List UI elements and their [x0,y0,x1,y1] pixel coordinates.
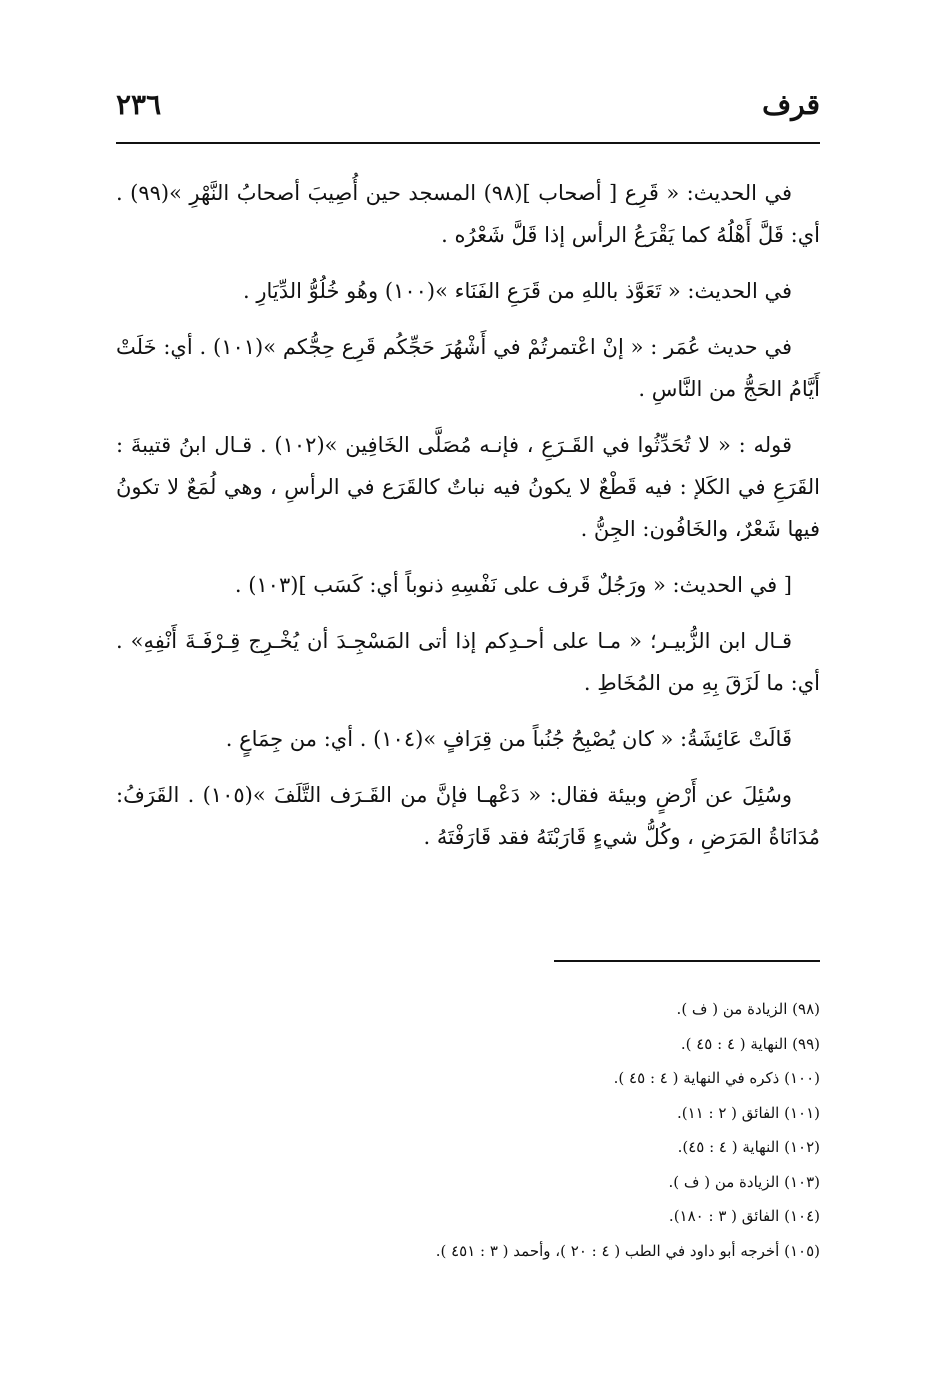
footnote: (١٠٥) أخرجه أبو داود في الطب ( ٤ : ٢٠ )، وأحمد ( ٣ : ٤٥١ ). [435,1241,820,1260]
footnote: (٩٨) الزيادة من ( ف ). [676,1000,820,1018]
paragraph: وسُئِلَ عن أَرْضٍ وبيئة فقال: « دَعْهـا فإنَّ من القَـرَف التَّلَفَ »(١٠٥) . القَرَفُ: مُدَانَاةُ المَرَضِ ، وكُلُّ شيءٍ قَارَبْتَهُ فقد قَارَفْتَهُ . [116,783,820,849]
book-page [116,0,820,1373]
footnote: (٩٩) النهاية ( ٤ : ٤٥ ). [680,1034,820,1053]
footnote: (١٠٣) الزيادة من ( ف ). [668,1172,820,1191]
main-text [116,172,820,872]
paragraph: قـال ابن الزُّبيـر؛ « مـا على أحـدِكم إذا أتى المَسْجِـدَ أن يُخْـرِج قِـرْفَـةَ أَنْفِهِ» . أي: ما لَزَقَ بِهِ من المُخَاطِ . [116,629,820,695]
page-number: ٢٣٦ [116,88,162,121]
paragraph: في حديث عُمَر : « إنْ اعْتمرتُمْ في أَشْهُرَ حَجِّكُم قَرِع حِجُّكم »(١٠١) . أي: خَلَتْ أَيَّامُ الحَجُّ من النَّاسِ . [116,335,820,401]
footnote: (١٠٤) الفائق ( ٣ : ١٨٠). [668,1207,820,1225]
page-header [116,88,820,128]
paragraph: قوله : « لا تُحَدِّثُوا في القَـرَعِ ، فإنـه مُصَلَّى الخَافِين »(١٠٢) . قـال ابنُ قتيبةَ : القَرَعِ في الكَلإ : فيه قَطْعٌ لا يكونُ فيه نباتٌ كالقَرَع في الرأسِ ، وهي لُمَعٌ لا تكونُ فيها شَعْرٌ، والخَافُون: الجِنُّ . [116,433,820,541]
footnote: (١٠٢) النهاية ( ٤ : ٤٥). [677,1138,820,1156]
footnote: (١٠١) الفائق ( ٢ : ١١). [676,1103,820,1122]
paragraph: قَالَتْ عَائِشَةُ: « كان يُصْبِحُ جُنُباً من قِرَافٍ »(١٠٤) . أي: من جِمَاعٍ . [225,727,792,751]
footnote: (١٠٠) ذكره في النهاية ( ٤ : ٤٥ ). [613,1069,820,1087]
footnote-divider [554,960,820,962]
header-divider [116,142,820,144]
paragraph: في الحديث: « تَعَوَّذ باللهِ من قَرَعِ الفَنَاء »(١٠٠) وهُو خُلُوُّ الدِّيَارِ . [243,279,792,303]
paragraph: في الحديث: « قَرِع [ أصحاب ](٩٨) المسجد حين أُصِيبَ أصحابُ النَّهْرِ »(٩٩) . أي: قَلَّ أَهْلُهُ كما يَقْرَعُ الرأس إذا قَلَّ شَعْرُه . [116,181,820,247]
entry-word-heading: قرف [762,88,820,121]
footnotes [116,992,820,1268]
paragraph: [ في الحديث: « ورَجُلٌ قَرف على نَفْسِهِ ذنوباً أي: كَسَب ](١٠٣) . [234,573,792,597]
